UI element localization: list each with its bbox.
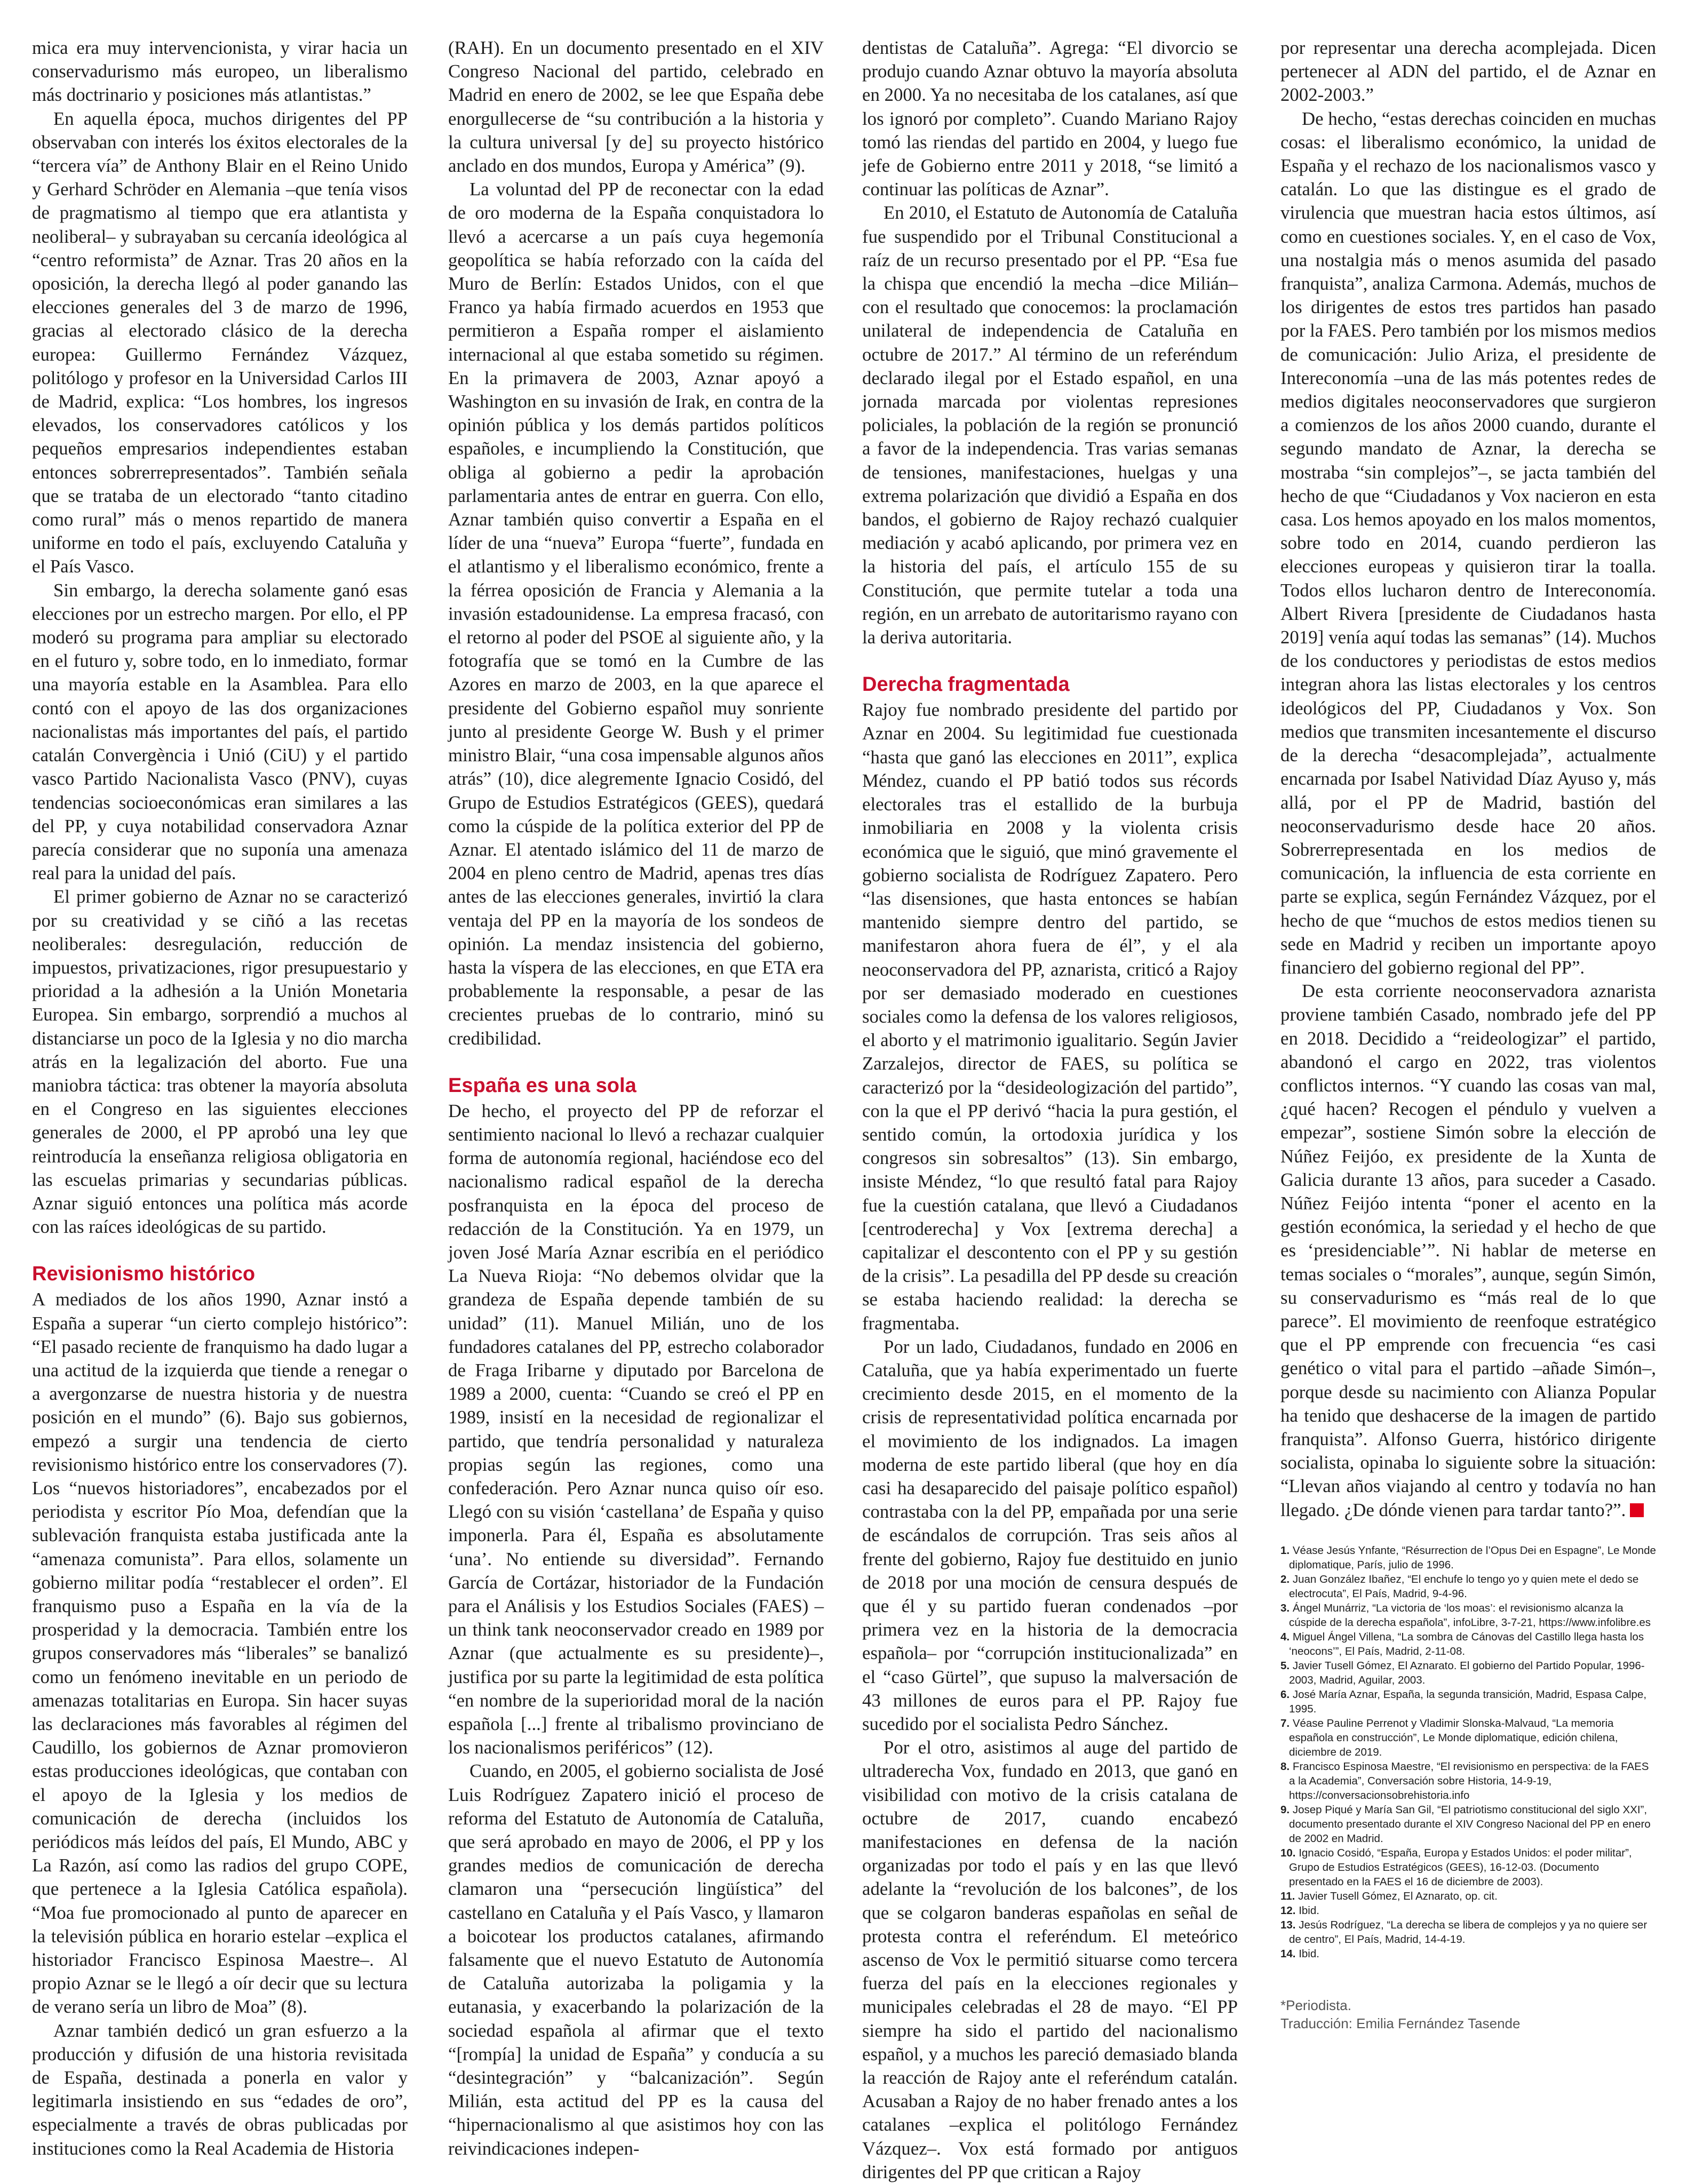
footnote: [1280, 1846, 1656, 1889]
article-paragraph: En aquella época, muchos dirigentes del PP observaban con interés los éxitos electorales de la “tercera vía” de Anthony Blair en el Reino Unido y Gerhard Schröder en Alemania –que tenía visos de pragmatismo al tiempo que era atlantista y neoliberal– y subrayaban su cercanía ideológica al “centro reformista” de Aznar. Tras 20 años en la oposición, la derecha llegó al poder ganando las elecciones generales del 3 de marzo de 1996, gracias al electorado clásico de la derecha europea: Guillermo Fernández Vázquez, politólogo y profesor en la Universidad Carlos III de Madrid, explica: “Los hombres, los ingresos elevados, los conservadores católicos y los pequeños empresarios independientes estaban entonces sobrerrepresentados”. También señala que se trataba de un electorado “tanto citadino como rural” más o menos repartido de manera uniforme en todo el país, excluyendo Cataluña y el País Vasco.: [32, 108, 408, 577]
footnote-text: Javier Tusell Gómez, El Aznarato, op. cit.: [1298, 1890, 1498, 1902]
end-of-article-mark: [1630, 1503, 1644, 1517]
footnote: [1280, 1630, 1656, 1659]
footnote: [1280, 1543, 1656, 1572]
footnote-text: Ángel Munárriz, “La victoria de ‘los moas’: el revisionismo alcanza la cúspide de la derecha española”, infoLibre, 3-7-21, https://www.infolibre.es: [1289, 1601, 1651, 1629]
footnote-text: Véase Pauline Perrenot y Vladimir Slonska-Malvaud, “La memoria española en construcción”, Le Monde diplomatique, edición chilena, diciembre de 2019.: [1289, 1717, 1618, 1758]
column-3: [862, 36, 1238, 2182]
footnote: [1280, 1687, 1656, 1716]
article-paragraph: por representar una derecha acomplejada. Dicen pertenecer al ADN del partido, el de Aznar en 2002-2003.”: [1280, 37, 1656, 106]
article-paragraph: En 2010, el Estatuto de Autonomía de Cataluña fue suspendido por el Tribunal Constitucional a raíz de un recurso presentado por el PP. “Esa fue la chispa que encendió la mecha –dice Milián– con el resultado que conocemos: la proclamación unilateral de independencia de Cataluña en octubre de 2017.” Al término de un referéndum declarado ilegal por el Estado español, en una jornada marcada por violentas represiones policiales, la población de la región se pronunció a favor de la independencia. Tras varias semanas de tensiones, manifestaciones, huelgas y una extrema polarización que dividió a España en dos bandos, el gobierno de Rajoy rechazó cualquier mediación y acabó aplicando, por primera vez en la historia del país, el artículo 155 de su Constitución, que permite tutelar a toda una región, en un arrebato de autoritarismo rayano con la deriva autoritaria.: [862, 202, 1238, 648]
footnote-number: 7.: [1280, 1717, 1290, 1729]
article-paragraph: La voluntad del PP de reconectar con la edad de oro moderna de la España conquistadora lo llevó a acercarse a un país cuya hegemonía geopolítica se había reforzado con la caída del Muro de Berlín: Estados Unidos, con el que Franco ya había firmado acuerdos en 1953 que permitieron a España romper el aislamiento internacional al que estaba sometido su régimen. En la primavera de 2003, Aznar apoyó a Washington en su invasión de Irak, en contra de la opinión pública y los demás partidos políticos españoles, e incumpliendo la Constitución, que obliga al gobierno a pedir la aprobación parlamentaria antes de entrar en guerra. Con ello, Aznar también quiso convertir a España en el líder de una “nueva” Europa “fuerte”, fundada en el atlantismo y el liberalismo económico, frente a la férrea oposición de Francia y Alemania a la invasión estadounidense. La empresa fracasó, con el retorno al poder del PSOE al siguiente año, y la fotografía que se tomó en la Cumbre de las Azores en marzo de 2003, en la que aparece el presidente del Gobierno español muy sonriente junto al presidente George W. Bush y el primer ministro Blair, “una cosa impensable algunos años atrás” (10), dice alegremente Ignacio Cosidó, del Grupo de Estudios Estratégicos (GEES), quedará como la cúspide de la política exterior del PP de Aznar. El atentado islámico del 11 de marzo de 2004 en pleno centro de Madrid, apenas tres días antes de las elecciones generales, invirtió la clara ventaja del PP en la mayoría de los sondeos de opinión. La mendaz insistencia del gobierno, hasta la víspera de las elecciones, en que ETA era probablemente la responsable, a pesar de las crecientes pruebas de lo contrario, minó su credibilidad.: [448, 179, 824, 1049]
article-paragraph: Sin embargo, la derecha solamente ganó esas elecciones por un estrecho margen. Por ello, el PP moderó su programa para ampliar su electorado en el futuro y, sobre todo, en lo inmediato, formar una mayoría estable en la Asamblea. Para ello contó con el apoyo de las dos organizaciones nacionalistas más importantes del país, el partido catalán Convergència i Unió (CiU) y el partido vasco Partido Nacionalista Vasco (PNV), cuyas tendencias socioeconómicas eran similares a las del PP, y cuya notabilidad conservadora Aznar parecía considerar que no suponía una amenaza real para la unidad del país.: [32, 579, 408, 884]
article-paragraph: A mediados de los años 1990, Aznar instó a España a superar “un cierto complejo histórico”: “El pasado reciente de franquismo ha dado lugar a una actitud de la izquierda que tiende a renegar o a avergonzarse de nuestra historia y de nuestra posición en el mundo” (6). Bajo sus gobiernos, empezó a surgir una tendencia de cierto revisionismo histórico entre los conservadores (7). Los “nuevos historiadores”, encabezados por el periodista y escritor Pío Moa, defendían que la sublevación franquista estaba justificada ante la “amenaza comunista”. Para ellos, solamente un gobierno militar podía “restablecer el orden”. El franquismo puso a España en la vía de la prosperidad y la democracia. También entre los grupos conservadores más “liberales” se banalizó como un fenómeno inevitable en un periodo de amenazas totalitarias en Europa. Sin hacer suyas las declaraciones más favorables al régimen del Caudillo, los gobiernos de Aznar promovieron estas producciones ideológicas, que contaban con el apoyo de la Iglesia y los medios de comunicación de derecha (incluidos los periódicos más leídos del país, El Mundo, ABC y La Razón, así como las radios del grupo COPE, que pertenece a la Iglesia Católica española). “Moa fue promocionado al punto de aparecer en la televisión pública en horario estelar –explica el historiador Francisco Espinosa Maestre–. Al propio Aznar se le llegó a oír decir que su lectura de verano sería un libro de Moa” (8).: [32, 1289, 408, 2018]
footnote-number: 4.: [1280, 1630, 1290, 1643]
article-paragraph: De hecho, “estas derechas coinciden en muchas cosas: el liberalismo económico, la unidad de España y el rechazo de los nacionalismos vasco y catalán. Lo que las distingue es el grado de virulencia que muestran hacia estos últimos, así como en cuestiones sociales. Y, en el caso de Vox, una nostalgia más o menos asumida del pasado franquista”, analiza Carmona. Además, muchos de los dirigentes de estos tres partidos han pasado por la FAES. Pero también por los mismos medios de comunicación: Julio Ariza, el presidente de Intereconomía –una de las más potentes redes de medios digitales neoconservadores que surgieron a comienzos de los años 2000 cuando, durante el segundo mandato de Aznar, la derecha se mostraba “sin complejos”–, se jacta también del hecho de que “Ciudadanos y Vox nacieron en esta casa. Los hemos apoyado en los malos momentos, sobre todo en 2014, cuando perdieron las elecciones europeas y quisieron tirar la toalla. Todos ellos lucharon dentro de Intereconomía. Albert Rivera [presidente de Ciudadanos hasta 2019] venía aquí todas las semanas” (14). Muchos de los conductores y periodistas de estos medios integran ahora las listas electorales y los centros ideológicos del PP, Ciudadanos y Vox. Son medios que transmiten incesantemente el discurso de la derecha “desacomplejada”, actualmente encarnada por Isabel Natividad Díaz Ayuso y, más allá, por el PP de Madrid, bastión del neoconservadurismo desde hace 20 años. Sobrerrepresentada en los medios de comunicación, la influencia de esta corriente en parte se explica, según Fernández Vázquez, por el hecho de que “muchos de estos medios tienen su sede en Madrid y reciben un importante apoyo financiero del gobierno regional del PP”.: [1280, 108, 1656, 978]
footnote-number: 3.: [1280, 1601, 1290, 1614]
article-paragraph: Por el otro, asistimos al auge del partido de ultraderecha Vox, fundado en 2013, que ganó en visibilidad con motivo de la crisis catalana de octubre de 2017, cuando encabezó manifestaciones en defensa de la nación organizadas por todo el país y en las que llevó adelante la “revolución de los balcones”, de los que se colgaron banderas españolas en señal de protesta contra el referéndum. El meteórico ascenso de Vox le permitió situarse como tercera fuerza del país en la elecciones regionales y municipales celebradas el 28 de mayo. “El PP siempre ha sido el partido del nacionalismo español, y a muchos les pareció demasiado blanda la reacción de Rajoy ante el referéndum catalán. Acusaban a Rajoy de no haber frenado antes a los catalanes –explica el politólogo Fernández Vázquez–. Vox está formado por antiguos dirigentes del PP que critican a Rajoy: [862, 1737, 1238, 2182]
footnote: [1280, 1716, 1656, 1759]
footnote-number: 6.: [1280, 1688, 1290, 1701]
footnote: [1280, 1947, 1656, 1961]
footnote-number: 10.: [1280, 1846, 1296, 1859]
article-paragraph: Rajoy fue nombrado presidente del partido por Aznar en 2004. Su legitimidad fue cuestionada “hasta que ganó las elecciones en 2011”, explica Méndez, cuando el PP batió todos sus récords electorales tras el estallido de la burbuja inmobiliaria en 2008 y la violenta crisis económica que le siguió, que minó gravemente el gobierno socialista de Rodríguez Zapatero. Pero “las disensiones, que hasta entonces se habían mantenido siempre dentro del partido, se manifestaron ahora fuera de él”, y el ala neoconservadora del PP, aznarista, criticó a Rajoy por ser demasiado moderado en cuestiones sociales como la defensa de los valores religiosos, el aborto y el matrimonio igualitario. Según Javier Zarzalejos, director de FAES, su política se caracterizó por la “desideologización del partido”, con la que el PP derivó “hacia la pura gestión, el sentido común, la ortodoxia jurídica y los congresos sin sobresaltos” (13). Sin embargo, insiste Méndez, “lo que resultó fatal para Rajoy fue la cuestión catalana, que llevó a Ciudadanos [centroderecha] y Vox [extrema derecha] a capitalizar el descontento con el PP y su gestión de la crisis”. La pesadilla del PP desde su creación se estaba haciendo realidad: la derecha se fragmentaba.: [862, 699, 1238, 1334]
footnote-number: 12.: [1280, 1904, 1296, 1917]
footnote: [1280, 1889, 1656, 1903]
footnote-text: Ignacio Cosidó, “España, Europa y Estados Unidos: el poder militar”, Grupo de Estudios Estratégicos (GEES), 16-12-03. (Documento presentado en la FAES el 16 de diciembre de 2003).: [1289, 1846, 1632, 1888]
footnote: [1280, 1601, 1656, 1630]
footnote-text: Ibid.: [1299, 1904, 1319, 1917]
article-paragraph: Cuando, en 2005, el gobierno socialista de José Luis Rodríguez Zapatero inició el proceso de reforma del Estatuto de Autonomía de Cataluña, que será aprobado en mayo de 2006, el PP y los grandes medios de comunicación de derecha clamaron una “persecución lingüística” del castellano en Cataluña y el País Vasco, y llamaron a boicotear los productos catalanes, afirmando falsamente que el nuevo Estatuto de Autonomía de Cataluña autorizaba la poligamia y la eutanasia, y exacerbando la polarización de la sociedad española al afirmar que el texto “[rompía] la unidad de España” y conducía a su “desintegración” y “balcanización”. Según Milián, esta actitud del PP es la causa del “hipernacionalismo al que asistimos hoy con las reivindicaciones indepen-: [448, 1760, 824, 2159]
footnote-number: 13.: [1280, 1918, 1296, 1931]
footnote-text: Juan González Ibañez, “El enchufe lo tengo yo y quien mete el dedo se electrocuta”, El País, Madrid, 9-4-96.: [1289, 1573, 1639, 1600]
footnote-text: Miguel Ángel Villena, “La sombra de Cánovas del Castillo llega hasta los ‘neocons’”, El País, Madrid, 2-11-08.: [1289, 1630, 1644, 1657]
footnote-text: Javier Tusell Gómez, El Aznarato. El gobierno del Partido Popular, 1996-2003, Madrid, Aguilar, 2003.: [1289, 1659, 1645, 1686]
credits: [1280, 1996, 1656, 2032]
footnote-text: Josep Piqué y María San Gil, “El patriotismo constitucional del siglo XXI”, documento presentado durante el XIV Congreso Nacional del PP en enero de 2002 en Madrid.: [1289, 1803, 1651, 1845]
section-heading: España es una sola: [448, 1074, 636, 1097]
article-paragraph: Aznar también dedicó un gran esfuerzo a la producción y difusión de una historia revisitada de España, destinada a ponerla en valor y legitimarla insistiendo en sus “edades de oro”, especialmente a través de obras publicadas por instituciones como la Real Academia de Historia: [32, 2020, 408, 2159]
column-1: [32, 36, 408, 2165]
article-paragraph: Por un lado, Ciudadanos, fundado en 2006 en Cataluña, que ya había experimentado un fuerte crecimiento desde 2015, en el momento de la crisis de representatividad política encarnada por el movimiento de los indignados. La imagen moderna de este partido liberal (que hoy en día casi ha desaparecido del paisaje político español) contrastaba con la del PP, empañada por una serie de escándalos de corrupción. Tras seis años al frente del gobierno, Rajoy fue destituido en junio de 2018 por una moción de censura después de que él y su partido fueran condenados –por primera vez en la historia de la democracia española– por “corrupción institucionalizada” en el “caso Gürtel”, que supuso la malversación de 43 millones de euros para el PP. Rajoy fue sucedido por el socialista Pedro Sánchez.: [862, 1336, 1238, 1735]
article-paragraph: mica era muy intervencionista, y virar hacia un conservadurismo más europeo, un liberalismo más doctrinario y posiciones más atlantistas.”: [32, 37, 408, 106]
section-heading: Revisionismo histórico: [32, 1263, 256, 1286]
footnote-text: Ibid.: [1299, 1947, 1319, 1960]
footnote: [1280, 1903, 1656, 1918]
footnote-number: 5.: [1280, 1659, 1290, 1672]
footnote-number: 14.: [1280, 1947, 1296, 1960]
footnote-number: 11.: [1280, 1890, 1295, 1902]
footnote-number: 8.: [1280, 1760, 1290, 1773]
footnote: [1280, 1572, 1656, 1601]
footnote-number: 9.: [1280, 1803, 1290, 1816]
column-4: [1280, 36, 1656, 2165]
footnotes: [1280, 1543, 1656, 1961]
footnote-number: 2.: [1280, 1573, 1290, 1585]
footnote: [1280, 1803, 1656, 1846]
article-paragraph: De esta corriente neoconservadora aznarista proviene también Casado, nombrado jefe del PP en 2018. Decidido a “reideologizar” el partido, abandonó el cargo en 2022, tras violentos conflictos internos. “Y cuando las cosas van mal, ¿qué hacen? Recogen el péndulo y vuelven a empezar”, sostiene Simón sobre la elección de Núñez Feijóo, ex presidente de la Xunta de Galicia durante 13 años, para suceder a Casado. Núñez Feijóo intenta “poner el acento en la gestión económica, la seriedad y el hecho de que es ‘presidenciable’”. Ni hablar de meterse en temas sociales o “morales”, aunque, según Simón, su conservadurismo es “más real de lo que parece”. El movimiento de reenfoque estratégico que el PP emprende con frecuencia “es casi genético o vital para el partido –añade Simón–, porque desde su nacimiento con Alianza Popular ha tenido que deshacerse de la imagen de partido franquista”. Alfonso Guerra, histórico dirigente socialista, opinaba lo siguiente sobre la situación: “Llevan años viajando al centro y todavía no han llegado. ¿De dónde vienen para tardar tanto?”.: [1280, 981, 1656, 1520]
footnote: [1280, 1659, 1656, 1687]
footnote: [1280, 1918, 1656, 1947]
column-2: [448, 36, 824, 2165]
footnote-text: Jesús Rodríguez, “La derecha se libera de complejos y ya no quiere ser de centro”, El País, Madrid, 14-4-19.: [1289, 1918, 1648, 1946]
article-paragraph: (RAH). En un documento presentado en el XIV Congreso Nacional del partido, celebrado en Madrid en enero de 2002, se lee que España debe enorgullecerse de “su contribución a la historia y la cultura universal [y de] su proyecto histórico anclado en dos mundos, Europa y América” (9).: [448, 37, 824, 177]
footnote-number: 1.: [1280, 1544, 1290, 1557]
footnote: [1280, 1759, 1656, 1803]
article-paragraph: dentistas de Cataluña”. Agrega: “El divorcio se produjo cuando Aznar obtuvo la mayoría absoluta en 2000. Ya no necesitaba de los catalanes, así que los ignoró por completo”. Cuando Mariano Rajoy tomó las riendas del partido en 2004, y luego fue jefe de Gobierno entre 2011 y 2018, “se limitó a continuar las políticas de Aznar”.: [862, 37, 1238, 200]
article-paragraph: De hecho, el proyecto del PP de reforzar el sentimiento nacional lo llevó a rechazar cualquier forma de autonomía regional, haciéndose eco del nacionalismo radical español de la derecha posfranquista en la época del proceso de redacción de la Constitución. Ya en 1979, un joven José María Aznar escribía en el periódico La Nueva Rioja: “No debemos olvidar que la grandeza de España depende también de su unidad” (11). Manuel Milián, uno de los fundadores catalanes del PP, estrecho colaborador de Fraga Iribarne y diputado por Barcelona de 1989 a 2000, cuenta: “Cuando se creó el PP en 1989, insistí en la necesidad de regionalizar el partido, que tendría personalidad y naturaleza propias según las regiones, como una confederación. Pero Aznar nunca quiso oír eso. Llegó con su visión ‘castellana’ de España y quiso imponerla. Para él, España es absolutamente ‘una’. No entiende su diversidad”. Fernando García de Cortázar, historiador de la Fundación para el Análisis y los Estudios Sociales (FAES) –un think tank neoconservador creado en 1989 por Aznar (que actualmente es su presidente)–, justifica por su parte la legitimidad de esta política “en nombre de la superioridad moral de la nación española [...] frente al tribalismo provinciano de los nacionalismos periféricos” (12).: [448, 1100, 824, 1758]
section-heading: Derecha fragmentada: [862, 673, 1070, 696]
author-note: *Periodista.: [1280, 1997, 1351, 2013]
footnote-text: José María Aznar, España, la segunda transición, Madrid, Espasa Calpe, 1995.: [1289, 1688, 1647, 1715]
translation-credit: Traducción: Emilia Fernández Tasende: [1280, 2015, 1521, 2031]
article-paragraph: El primer gobierno de Aznar no se caracterizó por su creatividad y se ciñó a las recetas neoliberales: desregulación, reducción de impuestos, privatizaciones, rigor presupuestario y prioridad a la adhesión a la Unión Monetaria Europea. Sin embargo, sorprendió a muchos al distanciarse un poco de la Iglesia y no dio marcha atrás en la legalización del aborto. Fue una maniobra táctica: tras obtener la mayoría absoluta en el Congreso en las siguientes elecciones generales de 2000, el PP aprobó una ley que reintroducía la enseñanza religiosa obligatoria en las escuelas primarias y secundarias públicas. Aznar siguió entonces una política más acorde con las raíces ideológicas de su partido.: [32, 886, 408, 1238]
footnote-text: Francisco Espinosa Maestre, “El revisionismo en perspectiva: de la FAES a la Academia”, Conversación sobre Historia, 14-9-19, https://conversacionsobrehistoria.info: [1289, 1760, 1649, 1802]
footnote-text: Véase Jesús Ynfante, “Résurrection de l’Opus Dei en Espagne”, Le Monde diplomatique, París, julio de 1996.: [1289, 1544, 1656, 1571]
